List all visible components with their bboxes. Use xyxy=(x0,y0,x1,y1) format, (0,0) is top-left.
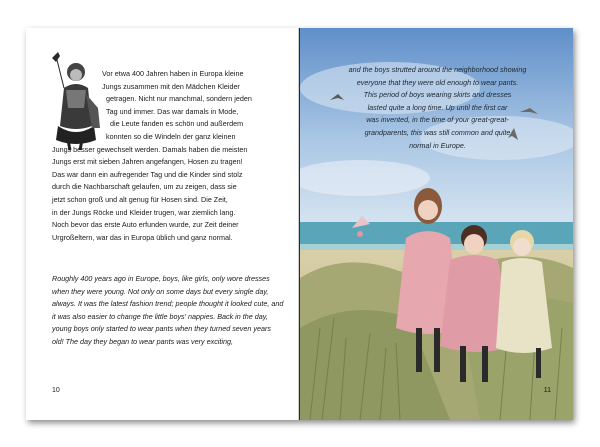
text-line: everyone that they were old enough to wear pants. xyxy=(356,77,519,87)
text-line: lasted quite a long time. Up until the first car xyxy=(367,102,508,112)
text-line: Tag und immer. Das war damals in Mode, xyxy=(106,106,239,116)
text-line: Roughly 400 years ago in Europe, boys, like girls, only wore xyxy=(52,274,243,283)
left-page xyxy=(26,28,299,420)
english-paragraph-right xyxy=(310,64,565,152)
text-line: only started to wear pants when they turned seven years xyxy=(90,324,271,334)
text-line: getragen. Nicht nur manchmal, sondern jeden xyxy=(106,94,252,104)
page-number-left: 10 xyxy=(52,387,60,394)
right-page xyxy=(300,28,573,420)
text-line: Jungs besser gewechselt werden. Damals haben die meisten xyxy=(52,144,248,154)
text-line: people thought it looked cute, and it was also easier to xyxy=(52,299,284,321)
text-line: jetzt schon groß und alt genug für Hosen sind. Die Zeit, xyxy=(52,194,228,204)
book-spread xyxy=(26,28,573,420)
text-line: every single day, always. It was the latest fashion trend; xyxy=(52,286,269,309)
english-paragraph xyxy=(52,273,284,349)
text-line: and the boys strutted around the neighborhood showing xyxy=(348,65,527,74)
text-line: dresses when they were young. Not only on some days but xyxy=(52,274,270,296)
text-line: Jungs erst mit sieben Jahren angefangen, Hosen zu tragen! xyxy=(52,157,243,167)
german-paragraph xyxy=(52,68,284,244)
text-line: in der Jungs Röcke und Kleider trugen, war ziemlich lang. xyxy=(52,207,236,217)
text-line: was invented, in the time of your great-great- xyxy=(366,115,509,125)
text-line: old! The day they began to wear pants was very exciting, xyxy=(52,336,233,346)
text-line: Vor etwa 400 Jahren haben in Europa kleine xyxy=(102,69,244,78)
page-number-right: 11 xyxy=(543,387,551,394)
text-line: normal in Europe. xyxy=(409,140,466,150)
text-line: Noch bevor das erste Auto erfunden wurde, zur Zeit deiner xyxy=(52,220,239,230)
text-line: durch die Nachbarschaft gelaufen, um zu zeigen, dass sie xyxy=(52,182,237,192)
text-line: die Leute fanden es schön und außerdem xyxy=(110,119,244,129)
text-line: konnten so die Windeln der ganz kleinen xyxy=(106,131,236,141)
text-line: Urgroßeltern, war das in Europa üblich und ganz normal. xyxy=(52,232,233,242)
text-line: grandparents, this was still common and quite xyxy=(364,127,511,137)
text-line: Das war dann ein aufregender Tag und die Kinder sind stolz xyxy=(52,169,243,179)
text-line: change the little boys' nappies. Back in the day, young boys xyxy=(52,311,268,334)
text-line: This period of boys wearing skirts and dresses xyxy=(363,90,512,100)
text-line: Jungs zusammen mit den Mädchen Kleider xyxy=(102,81,240,91)
